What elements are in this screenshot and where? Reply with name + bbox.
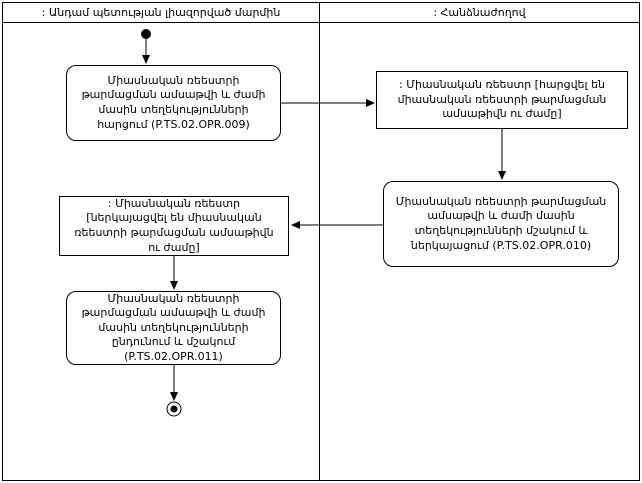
final-node-outer	[167, 402, 181, 416]
activity-process-and-present-info	[383, 181, 619, 267]
lane-divider	[319, 3, 320, 480]
activity-receive-and-process-info-label: Միասնական ռեեստրի թարմացման ամսաթվի և ժամի մասին տեղեկությունների ընդունում և մշակում (P.TS.02.OPR.011)	[81, 291, 266, 363]
object-node-register-presented	[59, 196, 289, 256]
object-node-register-requested	[376, 71, 628, 129]
lane-title-left: : Անդամ պետության լիազորված մարմին	[41, 6, 281, 19]
object-node-register-requested-label: : Միասնական ռեեստր [հարցվել են միասնական ռեեստրի թարմացման ամսաթիվն ու ժամը]	[397, 78, 607, 121]
activity-request-update-info-label: Միասնական ռեեստրի թարմացման ամսաթվի և ժամի մասին տեղեկությունների հարցում (P.TS.02.OPR.009)	[81, 73, 266, 131]
lane-header-authorized-body	[3, 3, 319, 23]
lane-title-right: : Հանձնաժողով	[433, 6, 526, 19]
object-node-register-presented-label: : Միասնական ռեեստր [ներկայացվել են միասնական ռեեստրի թարմացման ամսաթիվն ու ժամը]	[74, 196, 274, 254]
lane-header-commission	[320, 3, 639, 23]
diagram-frame	[2, 2, 640, 481]
activity-process-and-present-info-label: Միասնական ռեեստրի թարմացման ամսաթվի և ժամի մասին տեղեկությունների մշակում և ներկայացում (P.TS.02.OPR.010)	[395, 194, 607, 252]
final-node-inner	[171, 406, 178, 413]
activity-request-update-info	[66, 65, 281, 141]
initial-node	[141, 29, 151, 39]
activity-receive-and-process-info	[66, 291, 281, 365]
